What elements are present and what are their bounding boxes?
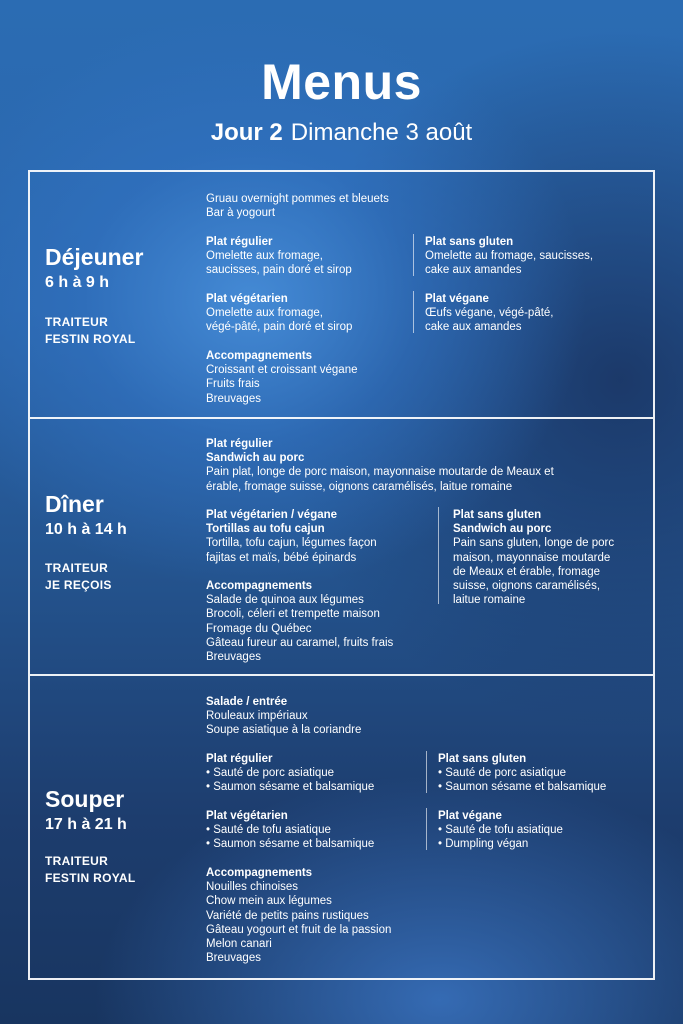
- menu-item: Breuvages: [206, 651, 261, 664]
- menu-item: • Dumpling végan: [438, 838, 529, 851]
- block-title: Plat végétarien: [206, 810, 288, 822]
- menu-item: Croissant et croissant végane: [206, 364, 358, 377]
- menu-item: Fruits frais: [206, 378, 260, 391]
- menu-item: • Sauté de tofu asiatique: [438, 824, 563, 837]
- menu-item: Tortilla, tofu cajun, légumes façon: [206, 537, 377, 550]
- caterer-line: TRAITEUR: [45, 315, 109, 329]
- menu-item: • Saumon sésame et balsamique: [438, 781, 607, 794]
- menu-item: Gruau overnight pommes et bleuets: [206, 193, 389, 205]
- menu-item: Pain sans gluten, longe de porc: [453, 537, 615, 550]
- menu-item: Omelette au fromage, saucisses,: [425, 250, 594, 263]
- menu-item: laitue romaine: [453, 594, 526, 607]
- meal-time: 6 h à 9 h: [45, 274, 110, 291]
- menu-item: cake aux amandes: [425, 264, 522, 277]
- section-diner: [30, 417, 653, 676]
- block-title: Accompagnements: [206, 350, 313, 362]
- block-title: Plat régulier: [206, 753, 273, 765]
- caterer-line: JE REÇOIS: [45, 578, 112, 592]
- menu-item: fajitas et maïs, bébé épinards: [206, 551, 357, 564]
- meal-time: 10 h à 14 h: [45, 521, 127, 538]
- meal-time: 17 h à 21 h: [45, 816, 127, 833]
- page-header: [0, 52, 683, 148]
- page-title: Menus: [261, 54, 422, 110]
- menu-item: Fromage du Québec: [206, 622, 312, 635]
- intro-block: [206, 192, 389, 220]
- block-subtitle: Sandwich au porc: [206, 452, 305, 465]
- day-label: Jour 2: [210, 119, 283, 146]
- date-label: Dimanche 3 août: [290, 119, 473, 146]
- accompagnements: [206, 349, 358, 406]
- menu-item: Œufs végane, végé-pâté,: [425, 307, 554, 320]
- menu-item: Chow mein aux légumes: [206, 895, 332, 908]
- block-title: Plat végétarien: [206, 293, 288, 305]
- plat-sans-gluten: [453, 508, 614, 607]
- menu-item: érable, fromage suisse, oignons caramélisés, laitue romaine: [206, 480, 513, 493]
- block-title: Plat végane: [438, 810, 502, 822]
- block-title: Salade / entrée: [206, 696, 288, 708]
- block-title: Plat sans gluten: [425, 236, 514, 248]
- block-title: Plat régulier: [206, 236, 273, 248]
- column-divider: [426, 808, 427, 850]
- block-title: Plat sans gluten: [453, 509, 542, 521]
- page-subtitle: [0, 118, 683, 148]
- menu-item: de Meaux et érable, fromage: [453, 565, 601, 578]
- block-title: Plat végétarien / végane: [206, 509, 338, 521]
- caterer-line: FESTIN ROYAL: [45, 871, 136, 885]
- meal-heading: [45, 244, 143, 293]
- menu-item: Gâteau yogourt et fruit de la passion: [206, 923, 392, 936]
- meal-heading: [45, 491, 127, 540]
- meal-name: Déjeuner: [45, 244, 144, 270]
- column-divider: [438, 507, 439, 604]
- menu-item: Brocoli, céleri et trempette maison: [206, 608, 380, 621]
- menu-frame: [28, 170, 655, 980]
- menu-item: Soupe asiatique à la coriandre: [206, 724, 362, 737]
- caterer: [45, 560, 112, 594]
- menu-item: Breuvages: [206, 392, 261, 405]
- column-divider: [413, 291, 414, 333]
- block-title: Plat sans gluten: [438, 753, 527, 765]
- menu-item: Variété de petits pains rustiques: [206, 909, 369, 922]
- menu-item: Omelette aux fromage,: [206, 250, 323, 263]
- menu-item: Omelette aux fromage,: [206, 307, 323, 320]
- meal-heading: [45, 786, 127, 835]
- plat-vegetarien: [206, 508, 377, 565]
- menu-item: cake aux amandes: [425, 321, 522, 334]
- block-subtitle: Sandwich au porc: [453, 523, 552, 536]
- menu-item: maison, mayonnaise moutarde: [453, 551, 611, 564]
- menu-item: • Saumon sésame et balsamique: [206, 781, 375, 794]
- plat-sans-gluten: [438, 752, 606, 795]
- caterer-line: TRAITEUR: [45, 561, 109, 575]
- plat-regulier: [206, 752, 374, 795]
- accompagnements: [206, 866, 391, 965]
- plat-vegetarien: [206, 809, 374, 852]
- meal-name: Souper: [45, 786, 125, 812]
- menu-item: • Sauté de porc asiatique: [206, 767, 335, 780]
- menu-item: suisse, oignons caramélisés,: [453, 580, 601, 593]
- plat-vegane: [425, 292, 554, 335]
- block-title: Accompagnements: [206, 580, 313, 592]
- caterer-line: TRAITEUR: [45, 854, 109, 868]
- plat-vegetarien: [206, 292, 352, 335]
- menu-item: Nouilles chinoises: [206, 881, 299, 894]
- menu-item: • Sauté de porc asiatique: [438, 767, 567, 780]
- menu-item: • Sauté de tofu asiatique: [206, 824, 331, 837]
- menu-item: Melon canari: [206, 938, 272, 951]
- menu-item: végé-pâté, pain doré et sirop: [206, 321, 353, 334]
- accompagnements: [206, 579, 393, 664]
- menu-item: saucisses, pain doré et sirop: [206, 264, 352, 277]
- column-divider: [413, 234, 414, 276]
- caterer: [45, 853, 136, 887]
- caterer: [45, 314, 136, 348]
- plat-sans-gluten: [425, 235, 593, 278]
- menu-item: Rouleaux impériaux: [206, 710, 308, 723]
- block-subtitle: Tortillas au tofu cajun: [206, 523, 325, 536]
- menu-item: Bar à yogourt: [206, 207, 276, 220]
- caterer-line: FESTIN ROYAL: [45, 332, 136, 346]
- menu-item: Salade de quinoa aux légumes: [206, 594, 364, 607]
- meal-name: Dîner: [45, 491, 104, 517]
- column-divider: [426, 751, 427, 793]
- salade-entree: [206, 695, 361, 738]
- section-dejeuner: [30, 172, 653, 419]
- section-souper: [30, 674, 653, 978]
- menu-item: Gâteau fureur au caramel, fruits frais: [206, 636, 394, 649]
- menu-item: • Saumon sésame et balsamique: [206, 838, 375, 851]
- menu-item: Pain plat, longe de porc maison, mayonnaise moutarde de Meaux et: [206, 466, 554, 479]
- block-title: Accompagnements: [206, 867, 313, 879]
- plat-regulier: [206, 235, 352, 278]
- plat-vegane: [438, 809, 563, 852]
- block-title: Plat régulier: [206, 438, 273, 450]
- menu-item: Breuvages: [206, 952, 261, 965]
- plat-regulier: [206, 437, 554, 494]
- block-title: Plat végane: [425, 293, 489, 305]
